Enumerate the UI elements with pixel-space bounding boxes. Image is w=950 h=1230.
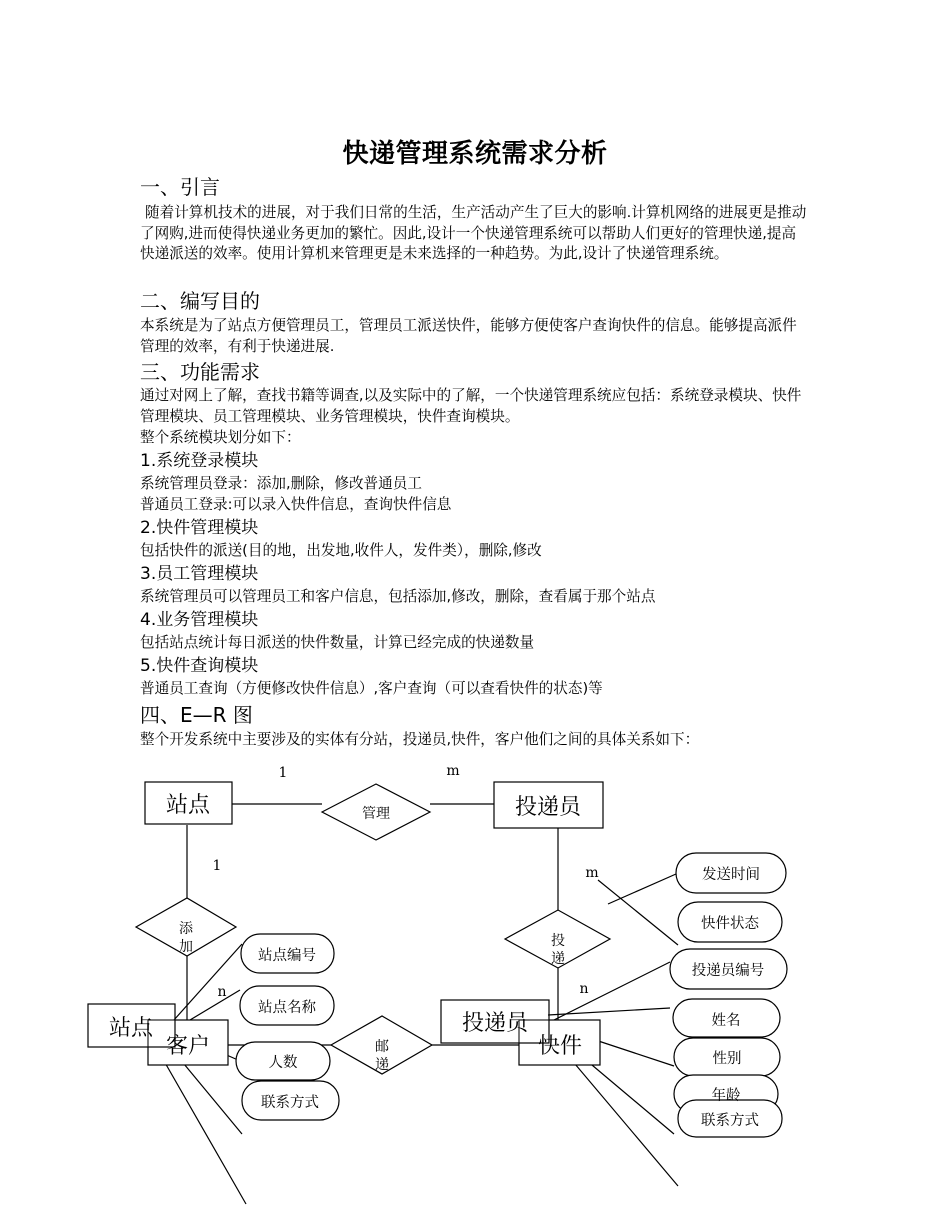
- paragraph-intro: 随着计算机技术的进展，对于我们日常的生活，生产活动产生了巨大的影响.计算机网络的进展更是推动了网购,进而使得快递业务更加的繁忙。因此,设计一个快递管理系统可以帮助人们更好的管理快递,提高快递派送的效率。使用计算机来管理更是未来选择的一种趋势。为此,设计了快递管理系统。: [140, 204, 807, 262]
- er-line-station-no: [165, 944, 242, 1030]
- entity-parcel-label: 快件: [537, 1034, 583, 1059]
- relation-deliver-label-2: 递: [551, 951, 565, 967]
- relation-mail-label-2: 递: [375, 1057, 389, 1073]
- entity-courier-overlap-label: 投递员: [461, 1011, 529, 1036]
- attr-contact-right-label: 联系方式: [701, 1113, 759, 1129]
- relation-manage-label: 管理: [362, 806, 390, 822]
- module-heading-login: 1.系统登录模块: [140, 451, 259, 471]
- er-line-name: [548, 1008, 670, 1015]
- module-heading-business: 4.业务管理模块: [140, 610, 259, 630]
- relation-mail-label-1: 邮: [375, 1039, 389, 1055]
- er-line-send-time: [608, 874, 676, 904]
- attr-parcel-status-label: 快件状态: [701, 916, 759, 932]
- document-title: 快递管理系统需求分析: [342, 139, 608, 169]
- section-heading-requirements: 三、功能需求: [140, 360, 260, 384]
- cardinality-add-top: 1: [212, 858, 222, 874]
- entity-courier-top-label: 投递员: [514, 795, 582, 820]
- attr-station-no-label: 站点编号: [258, 948, 316, 964]
- attr-name-label: 姓名: [711, 1013, 741, 1029]
- attr-courier-no-label: 投递员编号: [691, 963, 765, 979]
- module-login-line2: 普通员工登录:可以录入快件信息，查询快件信息: [140, 496, 452, 513]
- module-parcel-line1: 包括快件的派送(目的地，出发地,收件人，发件类），删除,修改: [140, 542, 542, 559]
- module-query-line1: 普通员工查询（方便修改快件信息）,客户查询（可以查看快件的状态)等: [140, 680, 603, 697]
- module-business-line1: 包括站点统计每日派送的快件数量，计算已经完成的快递数量: [140, 634, 535, 651]
- cardinality-manage-left: 1: [278, 765, 288, 781]
- module-heading-staff: 3.员工管理模块: [140, 564, 259, 584]
- relation-add-label-1: 添: [179, 921, 193, 937]
- paragraph-module-division: 整个系统模块划分如下：: [140, 429, 301, 446]
- module-login-line1: 系统管理员登录：添加,删除，修改普通员工: [140, 475, 422, 492]
- relation-add-label-2: 加: [179, 939, 193, 955]
- paragraph-requirements: 通过对网上了解，查找书籍等调查,以及实际中的了解，一个快递管理系统应包括：系统登录模块、快件管理模块、员工管理模块、业务管理模块，快件查询模块。: [140, 387, 802, 425]
- cardinality-deliver-top: m: [585, 865, 599, 881]
- paragraph-purpose: 本系统是为了站点方便管理员工，管理员工派送快件，能够方便使客户查询快件的信息。能够提高派件管理的效率，有利于快递进展.: [140, 317, 797, 355]
- entity-station-overlap-label: 站点: [108, 1016, 154, 1041]
- module-staff-line1: 系统管理员可以管理员工和客户信息，包括添加,修改，删除，查看属于那个站点: [140, 588, 656, 605]
- cardinality-manage-right: m: [446, 763, 460, 779]
- attr-age-label: 年龄: [711, 1088, 741, 1104]
- attr-count-label: 人数: [268, 1055, 298, 1071]
- module-heading-parcel: 2.快件管理模块: [140, 518, 259, 538]
- entity-customer-label: 客户: [165, 1034, 211, 1059]
- cardinality-add-bottom: n: [217, 984, 227, 1000]
- er-line-parcel-status: [598, 880, 678, 945]
- attr-station-name-label: 站点名称: [258, 1000, 316, 1016]
- relation-deliver-label-1: 投: [551, 933, 565, 949]
- section-heading-purpose: 二、编写目的: [140, 289, 260, 313]
- section-heading-er: 四、E—R 图: [140, 703, 253, 727]
- entity-station-top-label: 站点: [165, 793, 211, 818]
- attr-send-time-label: 发送时间: [702, 867, 760, 883]
- attr-gender-label: 性别: [712, 1051, 742, 1067]
- section-heading-intro: 一、引言: [140, 175, 220, 199]
- module-heading-query: 5.快件查询模块: [140, 656, 259, 676]
- attr-contact-left-label: 联系方式: [261, 1095, 319, 1111]
- cardinality-deliver-bottom: n: [579, 981, 589, 997]
- paragraph-er: 整个开发系统中主要涉及的实体有分站，投递员,快件，客户他们之间的具体关系如下：: [140, 731, 700, 748]
